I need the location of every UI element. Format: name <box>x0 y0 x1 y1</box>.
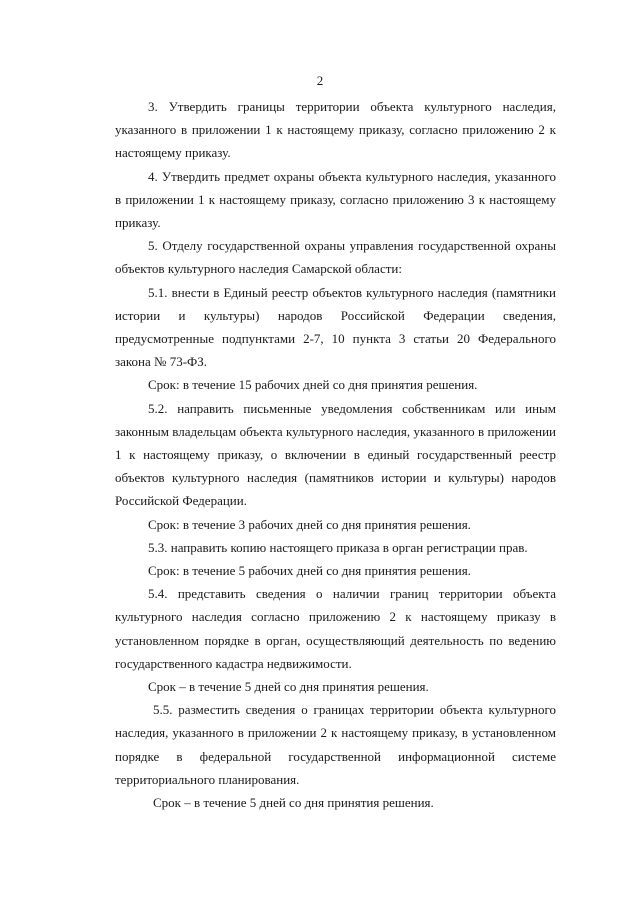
paragraph-3: 3. Утвердить границы территории объекта культурного наследия, указанного в приложении 1 к настоящему приказу, согласно приложению 2 к настоящему приказу. <box>115 99 556 161</box>
document-body <box>115 95 556 814</box>
paragraph-5-2: 5.2. направить письменные уведомления собственникам или иным законным владельцам объекта культурного наследия, указанного в приложении 1 к настоящему приказу, о включении в единый государственный реестр объектов культурного наследия (памятников истории и культуры) народов Российской Федерации. <box>115 400 556 509</box>
paragraph-5-3: 5.3. направить копию настоящего приказа в орган регистрации прав. <box>148 539 528 555</box>
paragraph-4: 4. Утвердить предмет охраны объекта культурного наследия, указанного в приложении 1 к настоящему приказу, согласно приложению 3 к настоящему приказу. <box>115 168 556 231</box>
paragraph-5-5: 5.5. разместить сведения о границах территории объекта культурного наследия, указанного в приложении 2 к настоящему приказу, в установленном порядке в федеральной государственной информационной системе территориального планирования. <box>115 702 556 787</box>
page-number: 2 <box>316 73 324 88</box>
deadline-5-5: Срок – в течение 5 дней со дня принятия решения. <box>153 795 434 811</box>
paragraph-5: 5. Отделу государственной охраны управления государственной охраны объектов культурного наследия Самарской области: <box>115 238 556 277</box>
deadline-5-1: Срок: в течение 15 рабочих дней со дня принятия решения. <box>148 377 478 393</box>
paragraph-5-4: 5.4. представить сведения о наличии границ территории объекта культурного наследия согласно приложению 2 к настоящему приказу в установленном порядке в орган, осуществляющий деятельность по ведению государственного кадастра недвижимости. <box>115 586 556 671</box>
deadline-5-3: Срок: в течение 5 рабочих дней со дня принятия решения. <box>148 563 471 579</box>
deadline-5-2: Срок: в течение 3 рабочих дней со дня принятия решения. <box>148 516 471 532</box>
deadline-5-4: Срок – в течение 5 дней со дня принятия решения. <box>148 679 429 695</box>
paragraph-5-1: 5.1. внести в Единый реестр объектов культурного наследия (памятники истории и культуры) народов Российской Федерации сведения, предусмотренные подпунктами 2-7, 10 пункта 3 статьи 20 Федерального закона № 73-ФЗ. <box>115 284 556 370</box>
